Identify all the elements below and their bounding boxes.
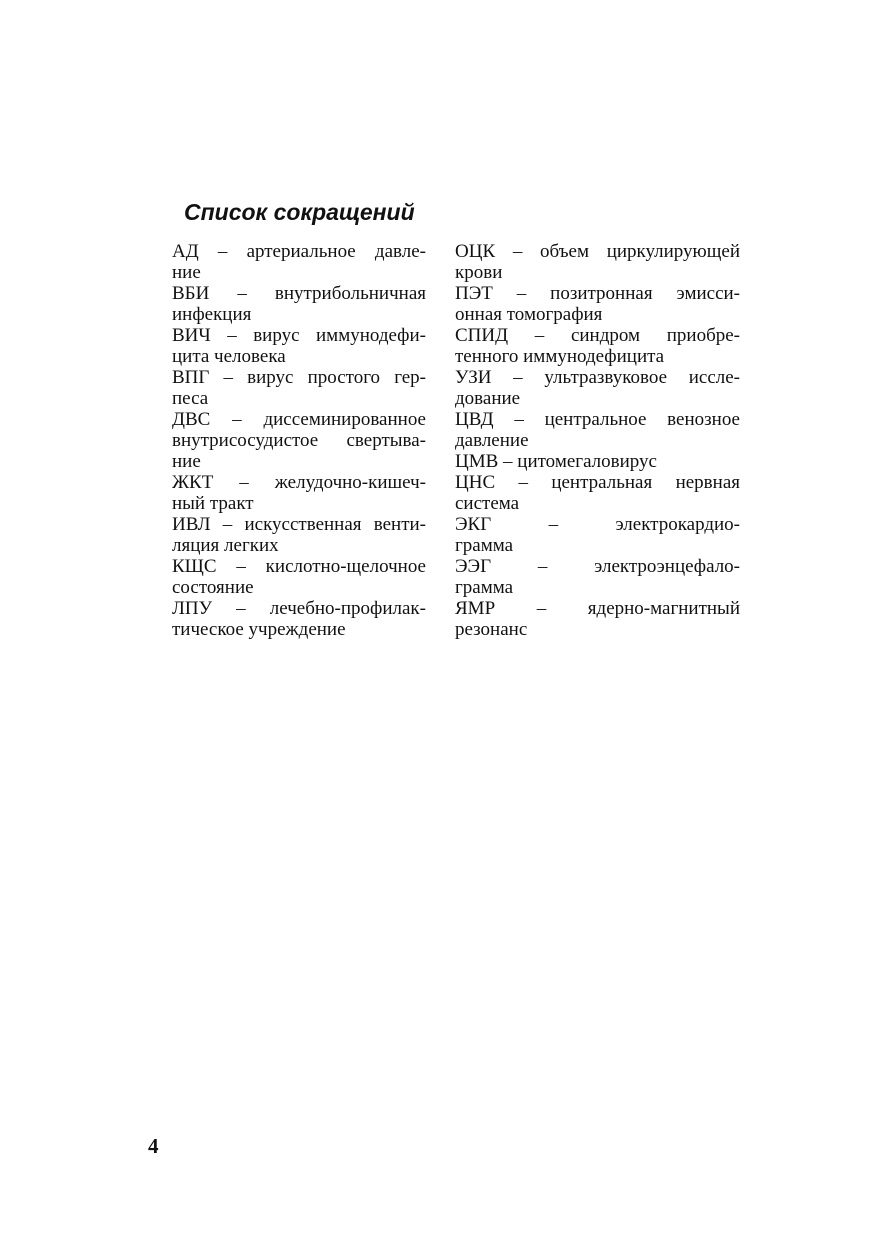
abbreviation-continuation-line: состояние xyxy=(172,577,254,598)
page-title: Список сокращений xyxy=(184,199,415,225)
abbreviation-entry xyxy=(172,241,426,283)
abbreviation-term-line: ЭКГ – электрокардио- xyxy=(455,514,740,535)
abbreviation-term-line: ЦВД – центральное венозное xyxy=(455,409,740,430)
abbreviation-continuation-line: цита человека xyxy=(172,346,286,367)
abbreviation-term-line: ЯМР – ядерно-магнитный xyxy=(455,598,740,619)
abbreviation-entry xyxy=(172,409,426,472)
abbreviation-continuation-line: тическое учреждение xyxy=(172,619,346,640)
abbreviation-entry xyxy=(172,514,426,556)
abbreviation-term-line: АД – артериальное давле- xyxy=(172,241,426,262)
abbreviation-term-line: ВБИ – внутрибольничная xyxy=(172,283,426,304)
abbreviation-continuation-line: дование xyxy=(455,388,521,409)
abbreviation-entry xyxy=(455,241,740,283)
abbreviation-term-line: ДВС – диссеминированное xyxy=(172,409,426,430)
abbreviation-term-line: КЩС – кислотно-щелочное xyxy=(172,556,426,577)
abbreviation-continuation-line: резонанс xyxy=(455,619,528,640)
abbreviation-term-line: ВИЧ – вирус иммунодефи- xyxy=(172,325,426,346)
abbreviation-continuation-line: грамма xyxy=(455,535,514,556)
abbreviation-term-line: ЛПУ – лечебно-профилак- xyxy=(172,598,426,619)
abbreviation-entry xyxy=(172,598,426,640)
abbreviation-continuation-line: тенного иммунодефицита xyxy=(455,346,665,367)
abbreviation-continuation-line: внутрисосудистое свертыва- xyxy=(172,430,426,451)
abbreviations-left-column xyxy=(172,241,426,640)
abbreviation-entry xyxy=(455,367,740,409)
abbreviation-continuation-line: инфекция xyxy=(172,304,252,325)
abbreviation-term-line: ИВЛ – искусственная венти- xyxy=(172,514,426,535)
abbreviation-entry xyxy=(455,409,740,451)
abbreviation-entry xyxy=(455,556,740,598)
abbreviation-term-line: ПЭТ – позитронная эмисси- xyxy=(455,283,740,304)
abbreviation-continuation-line: ляция легких xyxy=(172,535,279,556)
abbreviation-term-line: ЖКТ – желудочно-кишеч- xyxy=(172,472,426,493)
abbreviation-entry xyxy=(455,598,740,640)
abbreviation-term-line: ОЦК – объем циркулирующей xyxy=(455,241,740,262)
abbreviation-entry xyxy=(172,283,426,325)
abbreviation-entry xyxy=(455,283,740,325)
abbreviation-term-line: ЦНС – центральная нервная xyxy=(455,472,740,493)
abbreviation-entry xyxy=(455,451,740,472)
abbreviation-entry xyxy=(455,514,740,556)
abbreviation-entry xyxy=(455,472,740,514)
abbreviation-continuation-line: песа xyxy=(172,388,209,409)
abbreviation-term-line: ВПГ – вирус простого гер- xyxy=(172,367,426,388)
abbreviation-term-line: ЭЭГ – электроэнцефало- xyxy=(455,556,740,577)
abbreviation-continuation-line: грамма xyxy=(455,577,514,598)
page-number: 4 xyxy=(148,1134,159,1158)
abbreviation-continuation-line: система xyxy=(455,493,520,514)
abbreviation-term-line: УЗИ – ультразвуковое иссле- xyxy=(455,367,740,388)
abbreviation-continuation-line: ный тракт xyxy=(172,493,254,514)
abbreviation-entry xyxy=(455,325,740,367)
abbreviation-entry xyxy=(172,325,426,367)
abbreviation-entry xyxy=(172,367,426,409)
abbreviation-continuation-line: ние xyxy=(172,451,201,472)
abbreviation-term-line: ЦМВ – цитомегаловирус xyxy=(455,451,657,472)
abbreviation-term-line: СПИД – синдром приобре- xyxy=(455,325,740,346)
abbreviation-entry xyxy=(172,472,426,514)
abbreviations-right-column xyxy=(455,241,740,640)
abbreviation-entry xyxy=(172,556,426,598)
abbreviation-continuation-line: онная томография xyxy=(455,304,603,325)
abbreviation-continuation-line: давление xyxy=(455,430,529,451)
abbreviation-continuation-line: ние xyxy=(172,262,201,283)
abbreviation-continuation-line: крови xyxy=(455,262,503,283)
